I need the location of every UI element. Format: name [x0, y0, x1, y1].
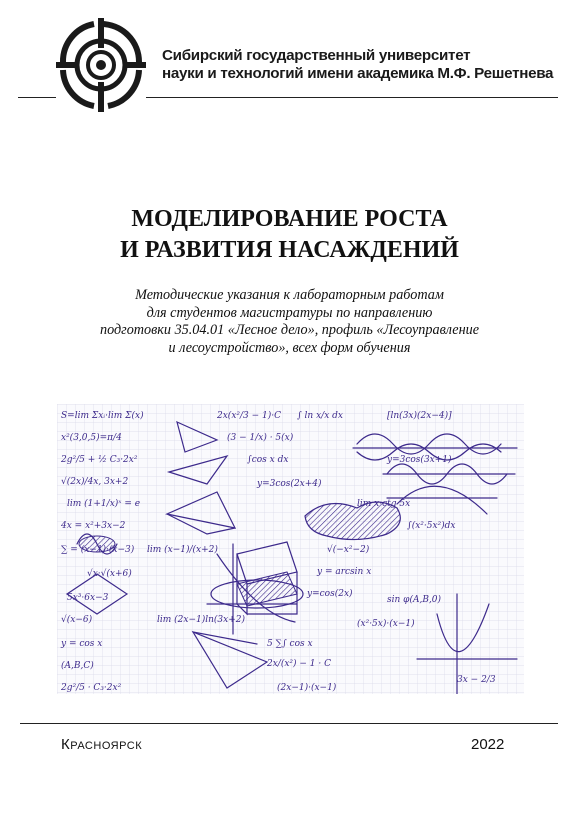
handwritten-math-formulas-image	[57, 404, 524, 694]
publication-year: 2022	[471, 736, 505, 753]
university-logo	[56, 18, 146, 113]
math-formulas-illustration	[57, 404, 524, 694]
subtitle-line1: Методические указания к лабораторным работам	[135, 287, 444, 303]
svg-text:∫ ln x/x dx: ∫ ln x/x dx	[297, 411, 343, 421]
svg-text:2x(x²/3 − 1)·C: 2x(x²/3 − 1)·C	[217, 411, 282, 421]
svg-text:(A,B,C): (A,B,C)	[61, 661, 94, 671]
subtitle-line3: подготовки 35.04.01 «Лесное дело», профиль «Лесоуправление	[99, 322, 479, 338]
svg-text:x²(3,0,5)=π/4: x²(3,0,5)=π/4	[61, 433, 122, 443]
document-title	[0, 204, 579, 266]
footer-rule	[20, 723, 558, 724]
svg-text:√(−x²−2): √(−x²−2)	[327, 545, 370, 555]
university-emblem-icon	[56, 18, 146, 113]
svg-text:∑ = (x−1)·(x−3): ∑ = (x−1)·(x−3)	[61, 545, 135, 555]
svg-text:y=cos(2x): y=cos(2x)	[307, 589, 353, 599]
svg-text:lim x·ctg 5x: lim x·ctg 5x	[357, 499, 411, 509]
university-name-line2: науки и технологий имени академика М.Ф. Решетнева	[162, 65, 554, 82]
svg-text:5 ∑∫ cos x: 5 ∑∫ cos x	[267, 639, 313, 649]
svg-text:∫(x²·5x²)dx: ∫(x²·5x²)dx	[407, 521, 456, 531]
svg-text:y=3cos(2x+4): y=3cos(2x+4)	[257, 479, 322, 489]
svg-text:(2x−1)·(x−1): (2x−1)·(x−1)	[277, 683, 337, 693]
svg-text:2g²/5 + ½ C₃·2x²: 2g²/5 + ½ C₃·2x²	[61, 455, 138, 465]
svg-text:√(2x)/4x, 3x+2: √(2x)/4x, 3x+2	[61, 477, 129, 487]
title-line1: МОДЕЛИРОВАНИЕ РОСТА	[131, 206, 448, 232]
svg-text:y = arcsin x: y = arcsin x	[317, 567, 372, 577]
svg-text:y=3cos(3x+1): y=3cos(3x+1)	[387, 455, 452, 465]
svg-text:√(x−6): √(x−6)	[61, 615, 93, 625]
svg-text:lim (1+1/x)ˣ = e: lim (1+1/x)ˣ = e	[67, 499, 141, 509]
svg-text:(x²·5x)·(x−1): (x²·5x)·(x−1)	[357, 619, 415, 629]
document-subtitle	[40, 287, 539, 357]
svg-text:∫cos x dx: ∫cos x dx	[247, 455, 289, 465]
university-name-line1: Сибирский государственный университет	[162, 47, 471, 64]
svg-text:(3 − 1/x) · 5(x): (3 − 1/x) · 5(x)	[227, 433, 294, 443]
svg-text:sin φ(A,B,0): sin φ(A,B,0)	[387, 595, 442, 605]
publication-city: Красноярск	[61, 736, 143, 753]
svg-text:2g²/5 · C₃·2x²: 2g²/5 · C₃·2x²	[61, 683, 122, 693]
title-line2: И РАЗВИТИЯ НАСАЖДЕНИЙ	[120, 237, 459, 263]
svg-text:y = cos x: y = cos x	[61, 639, 103, 649]
subtitle-line2: для студентов магистратуры по направлению	[146, 304, 433, 321]
subtitle-line4: и лесоустройство», всех форм обучения	[168, 339, 411, 356]
svg-text:√x·√(x+6): √x·√(x+6)	[87, 569, 132, 579]
svg-text:2x/(x²) − 1 · C: 2x/(x²) − 1 · C	[267, 659, 331, 669]
svg-text:5x³·6x−3: 5x³·6x−3	[67, 593, 109, 603]
svg-text:S=lim Σxᵢ·lim Σ(x): S=lim Σxᵢ·lim Σ(x)	[61, 411, 144, 421]
svg-text:[ln(3x)(2x−4)]: [ln(3x)(2x−4)]	[387, 411, 452, 421]
svg-text:4x = x²+3x−2: 4x = x²+3x−2	[61, 521, 126, 531]
svg-text:3x − 2/3: 3x − 2/3	[457, 675, 496, 685]
university-name	[162, 47, 554, 83]
svg-text:lim (2x−1)ln(3x+2): lim (2x−1)ln(3x+2)	[157, 615, 246, 625]
svg-text:lim (x−1)/(x+2): lim (x−1)/(x+2)	[147, 545, 218, 555]
